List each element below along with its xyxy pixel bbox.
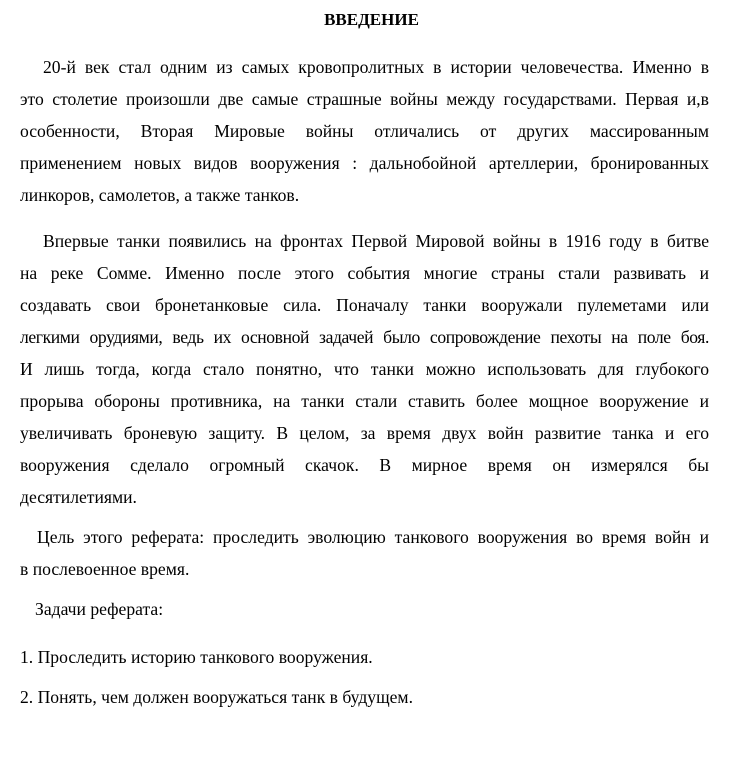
text-line: увеличивать броневую защиту. В целом, за время двух войн развитие танка и его xyxy=(20,423,709,443)
text-line: 20-й век стал одним из самых кровопролитных в истории человечества. Именно в xyxy=(43,57,709,77)
text-line: Впервые танки появились на фронтах Первой Мировой войны в 1916 году в битве xyxy=(43,231,709,251)
text-line: в послевоенное время. xyxy=(20,559,190,579)
text-line: особенности, Вторая Мировые войны отличались от других массированным xyxy=(20,121,709,141)
text-line: линкоров, самолетов, а также танков. xyxy=(20,185,300,205)
task-item: 1. Проследить историю танкового вооружения. xyxy=(20,647,373,667)
task-item: 2. Понять, чем должен вооружаться танк в будущем. xyxy=(20,687,413,707)
text-line: это столетие произошли две самые страшные войны между государствами. Первая и,в xyxy=(20,89,709,109)
text-line: десятилетиями. xyxy=(20,487,137,507)
text-line: создавать свои бронетанковые сила. Поначалу танки вооружали пулеметами или xyxy=(20,295,709,315)
text-line: вооружения сделало огромный скачок. В мирное время он измерялся бы xyxy=(20,455,709,475)
text-line: прорыва обороны противника, на танки стали ставить более мощное вооружение и xyxy=(20,391,709,411)
text-line: на реке Сомме. Именно после этого события многие страны стали развивать и xyxy=(20,263,709,283)
text-line: применением новых видов вооружения : дальнобойной артеллерии, бронированных xyxy=(20,153,709,173)
tasks-heading: Задачи реферата: xyxy=(35,599,164,619)
text-line: И лишь тогда, когда стало понятно, что танки можно использовать для глубокого xyxy=(20,359,709,379)
page-title: ВВЕДЕНИЕ xyxy=(324,10,419,29)
text-line: Цель этого реферата: проследить эволюцию танкового вооружения во время войн и xyxy=(37,527,709,547)
text-line: легкими орудиями, ведь их основной задачей было сопровождение пехоты на поле боя. xyxy=(20,327,709,347)
